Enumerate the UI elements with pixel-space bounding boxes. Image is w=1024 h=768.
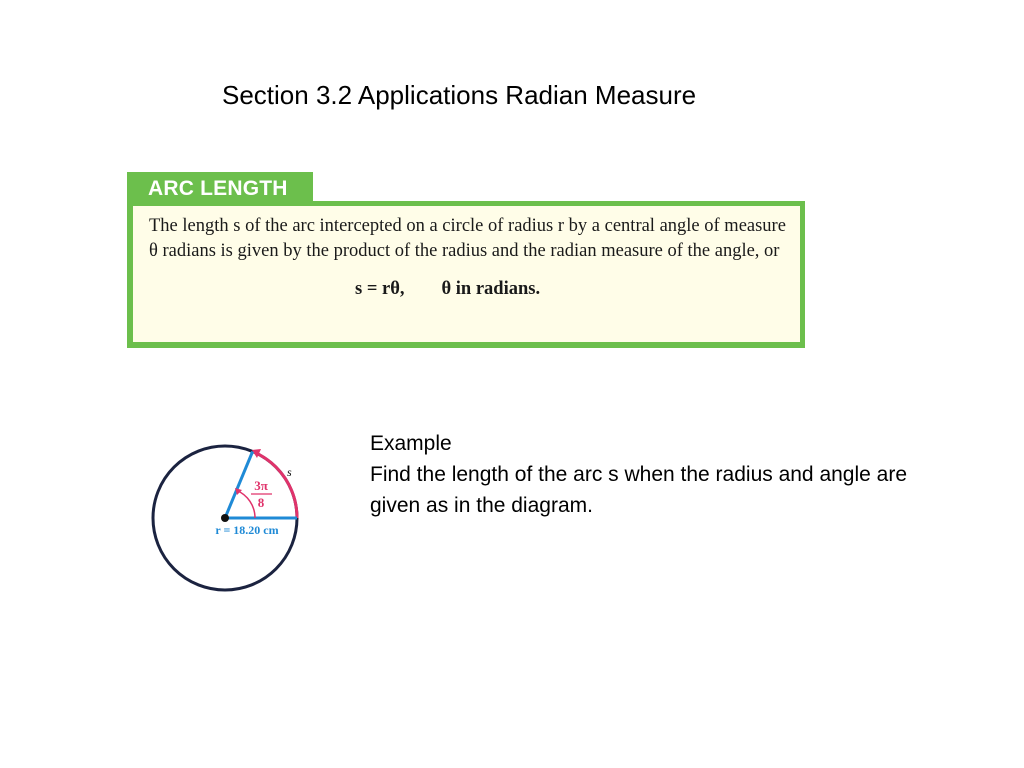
angle-numerator: 3π <box>254 478 268 493</box>
example-text: Find the length of the arc s when the radius and angle are given as in the diagram. <box>370 463 908 517</box>
angle-denominator: 8 <box>257 495 265 510</box>
page-title: Section 3.2 Applications Radian Measure <box>222 80 697 110</box>
arc-length-heading: ARC LENGTH <box>127 172 313 206</box>
radius-label: r = 18.20 cm <box>215 523 279 537</box>
arc-length-formula: s = rθ, θ in radians. <box>355 279 541 299</box>
arc-label-s: s <box>287 465 292 479</box>
radius-angled <box>225 452 253 519</box>
center-point <box>221 514 229 522</box>
example-block <box>370 428 930 521</box>
example-label: Example <box>370 432 452 455</box>
arc-diagram <box>140 435 320 605</box>
arc-length-box <box>133 206 800 342</box>
arc-length-definition: The length s of the arc intercepted on a circle of radius r by a central angle of measure θ radians is given by the product of the radius and the radian measure of the angle, or <box>149 216 786 261</box>
